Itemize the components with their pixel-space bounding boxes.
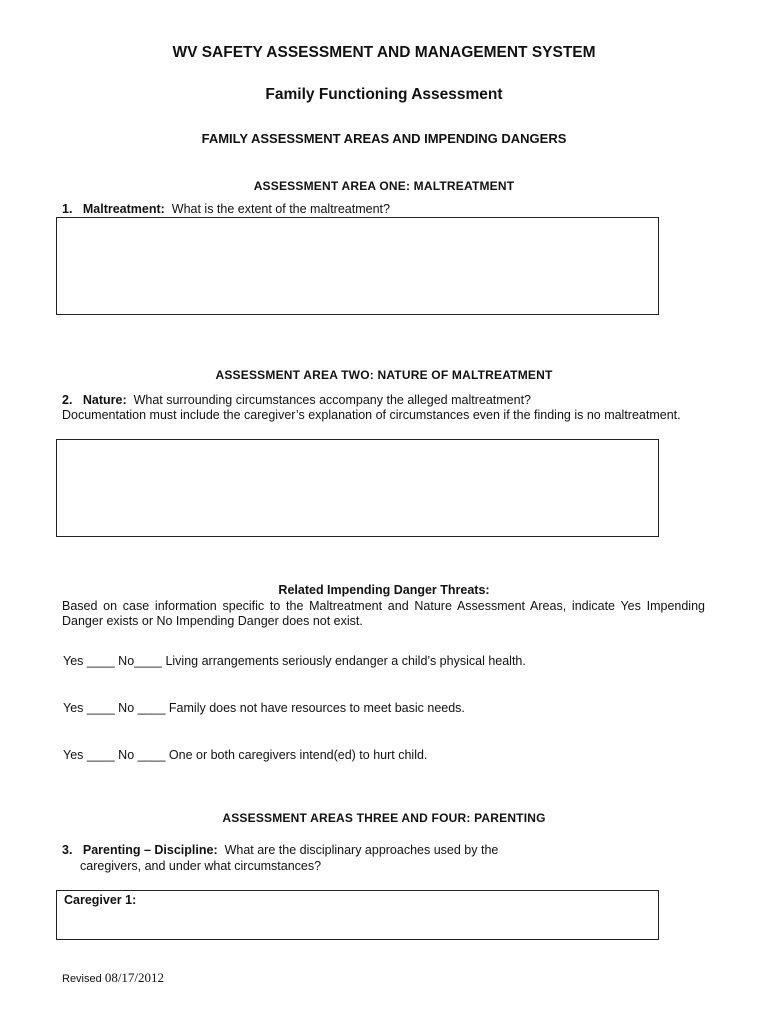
question-text: What surrounding circumstances accompany the alleged maltreatment? [133,393,531,407]
threat-text: Family does not have resources to meet basic needs. [168,701,465,715]
threat-item [63,654,526,668]
threat-text: One or both caregivers intend(ed) to hurt child. [168,748,428,762]
question-number: 3. [62,843,73,857]
no-blank[interactable]: No ____ [118,701,166,715]
revised-date: 08/17/2012 [104,970,165,985]
threat-text: Living arrangements seriously endanger a child’s physical health. [165,654,526,668]
area-one-heading: ASSESSMENT AREA ONE: MALTREATMENT [253,179,515,193]
question-number: 1. [62,202,73,216]
yes-blank[interactable]: Yes ____ [63,748,115,762]
nature-instruction: Documentation must include the caregiver’s explanation of circumstances even if the finding is no maltreatment. [62,408,681,422]
caregiver-1-answer-box[interactable] [56,890,659,940]
revision-note [62,970,164,986]
question-label: Nature: [82,393,127,407]
danger-instruction: Based on case information specific to the Maltreatment and Nature Assessment Areas, indicate Yes Impending Danger exists or No Impending Danger does not exist. [62,599,705,628]
document-title: WV SAFETY ASSESSMENT AND MANAGEMENT SYSTEM [172,44,596,61]
area-two-heading: ASSESSMENT AREA TWO: NATURE OF MALTREATMENT [215,368,553,382]
question-text: What is the extent of the maltreatment? [171,202,390,216]
question-nature [62,393,531,408]
question-label: Parenting – Discipline: [82,843,218,857]
question-number: 2. [62,393,73,407]
revised-label: Revised [62,973,102,985]
yes-blank[interactable]: Yes ____ [63,654,115,668]
no-blank[interactable]: No____ [118,654,162,668]
parenting-heading: ASSESSMENT AREAS THREE AND FOUR: PARENTING [222,811,546,825]
document-subtitle: Family Functioning Assessment [265,86,503,103]
question-label: Maltreatment: [82,202,165,216]
maltreatment-answer-box[interactable] [56,217,659,315]
nature-answer-box[interactable] [56,439,659,537]
question-maltreatment [62,202,390,217]
question-text: What are the disciplinary approaches used by the [224,843,499,857]
section-heading: FAMILY ASSESSMENT AREAS AND IMPENDING DANGERS [201,131,567,146]
caregiver-1-label: Caregiver 1: [64,893,137,907]
danger-heading: Related Impending Danger Threats: [278,583,490,597]
question-text-continued: caregivers, and under what circumstances? [80,859,322,873]
yes-blank[interactable]: Yes ____ [63,701,115,715]
threat-item [63,701,465,715]
no-blank[interactable]: No ____ [118,748,166,762]
question-parenting [62,843,498,858]
threat-item [63,748,427,762]
